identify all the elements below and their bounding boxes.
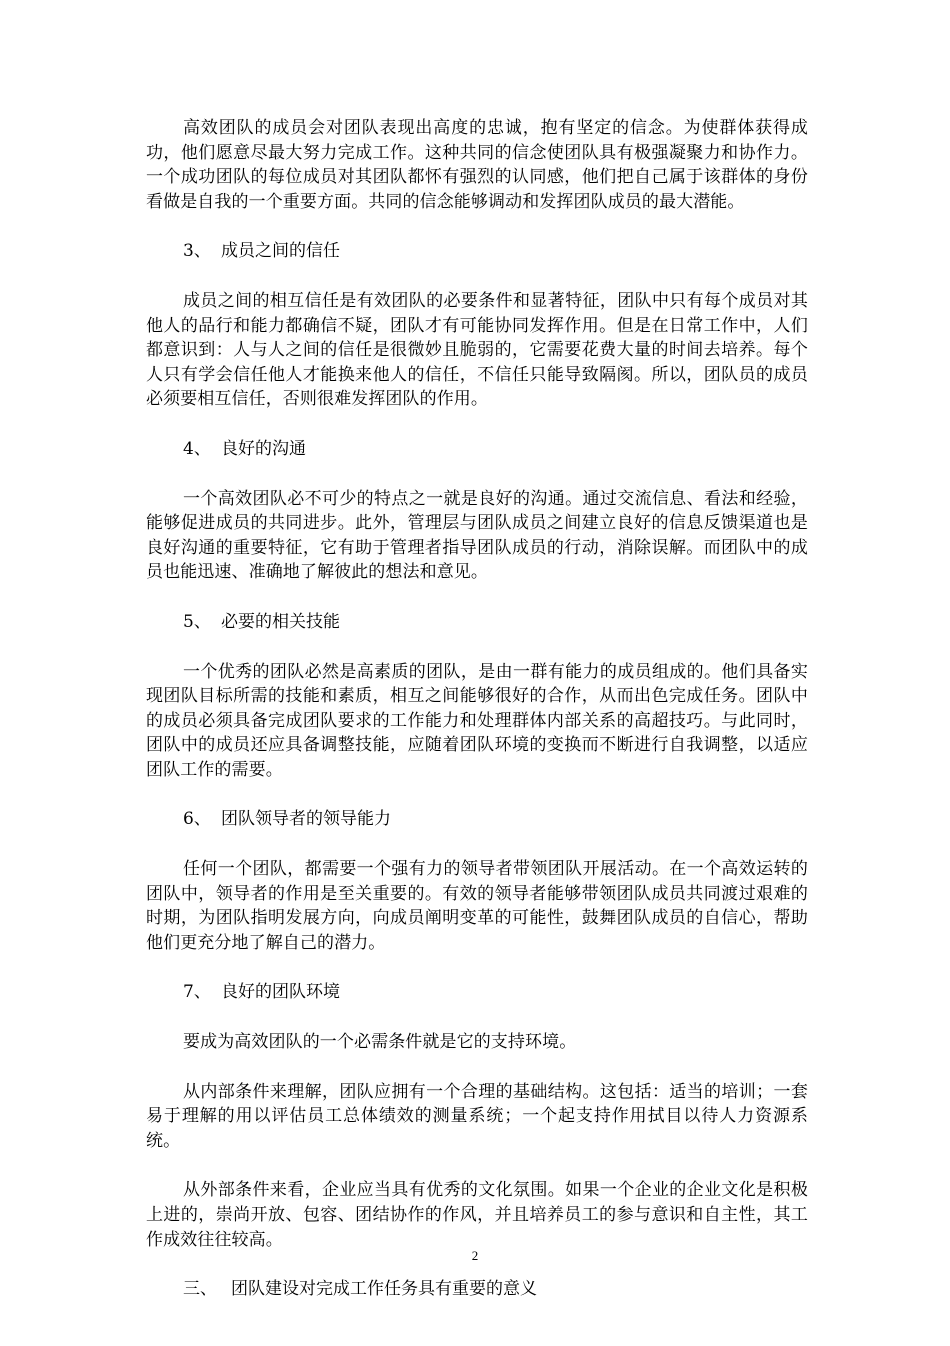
- section-heading-three: [183, 1277, 808, 1302]
- paragraph: 要成为高效团队的一个必需条件就是它的支持环境。: [183, 1032, 577, 1053]
- heading-number: 三、: [183, 1279, 217, 1300]
- paragraph: 一个优秀的团队必然是高素质的团队，是由一群有能力的成员组成的。他们具备实现团队目标所需的技能和素质，相互之间能够很好的合作，从而出色完成任务。团队中的成员必须具备完成团队要求的工作能力和处理群体内部关系的高超技巧。与此同时，团队中的成员还应具备调整技能，应随着团队环境的变换而不断进行自我调整，以适应团队工作的需要。: [146, 661, 808, 780]
- heading-text: 团队领导者的领导能力: [221, 809, 391, 830]
- paragraph: 一个高效团队必不可少的特点之一就是良好的沟通。通过交流信息、看法和经验，能够促进成员的共同进步。此外，管理层与团队成员之间建立良好的信息反馈渠道也是良好沟通的重要特征，它有助于管理者指导团队成员的行动，消除误解。而团队中的成员也能迅速、准确地了解彼此的想法和意见。: [146, 488, 808, 583]
- section-heading-4: [183, 437, 808, 462]
- heading-number: 3、: [183, 241, 211, 262]
- heading-text: 必要的相关技能: [221, 611, 340, 632]
- document-body: [146, 116, 808, 1327]
- heading-text: 成员之间的信任: [221, 241, 340, 262]
- page-number: 2: [471, 1248, 479, 1263]
- heading-number: 7、: [183, 982, 211, 1003]
- paragraph: 成员之间的相互信任是有效团队的必要条件和显著特征，团队中只有每个成员对其他人的品行和能力都确信不疑，团队才有可能协同发挥作用。但是在日常工作中，人们都意识到：人与人之间的信任是很微妙且脆弱的，它需要花费大量的时间去培养。每个人只有学会信任他人才能换来他人的信任，不信任只能导致隔阂。所以，团队员的成员必须要相互信任，否则很难发挥团队的作用。: [146, 290, 808, 410]
- heading-text: 团队建设对完成工作任务具有重要的意义: [231, 1279, 537, 1300]
- paragraph: 从外部条件来看，企业应当具有优秀的文化氛围。如果一个企业的企业文化是积极上进的，崇尚开放、包容、团结协作的作风，并且培养员工的参与意识和自主性，其工作成效往往较高。: [146, 1180, 808, 1250]
- paragraph: 任何一个团队，都需要一个强有力的领导者带领团队开展活动。在一个高效运转的团队中，领导者的作用是至关重要的。有效的领导者能够带领团队成员共同渡过艰难的时期，为团队指明发展方向，向成员阐明变革的可能性，鼓舞团队成员的自信心，帮助他们更充分地了解自己的潜力。: [146, 859, 808, 953]
- heading-number: 4、: [183, 438, 211, 459]
- heading-number: 6、: [183, 809, 211, 830]
- heading-number: 5、: [183, 611, 211, 632]
- section-heading-7: [183, 980, 808, 1005]
- section-heading-6: [183, 807, 808, 832]
- paragraph: 高效团队的成员会对团队表现出高度的忠诚，抱有坚定的信念。为使群体获得成功，他们愿意尽最大努力完成工作。这种共同的信念使团队具有极强凝聚力和协作力。一个成功团队的每位成员对其团队都怀有强烈的认同感，他们把自己属于该群体的身份看做是自我的一个重要方面。共同的信念能够调动和发挥团队成员的最大潜能。: [146, 118, 808, 212]
- heading-text: 良好的沟通: [221, 438, 306, 459]
- section-heading-3: [183, 239, 808, 264]
- section-heading-5: [183, 610, 808, 635]
- heading-text: 良好的团队环境: [221, 982, 340, 1003]
- paragraph: 从内部条件来理解，团队应拥有一个合理的基础结构。这包括：适当的培训；一套易于理解的用以评估员工总体绩效的测量系统；一个起支持作用拭目以待人力资源系统。: [146, 1081, 808, 1151]
